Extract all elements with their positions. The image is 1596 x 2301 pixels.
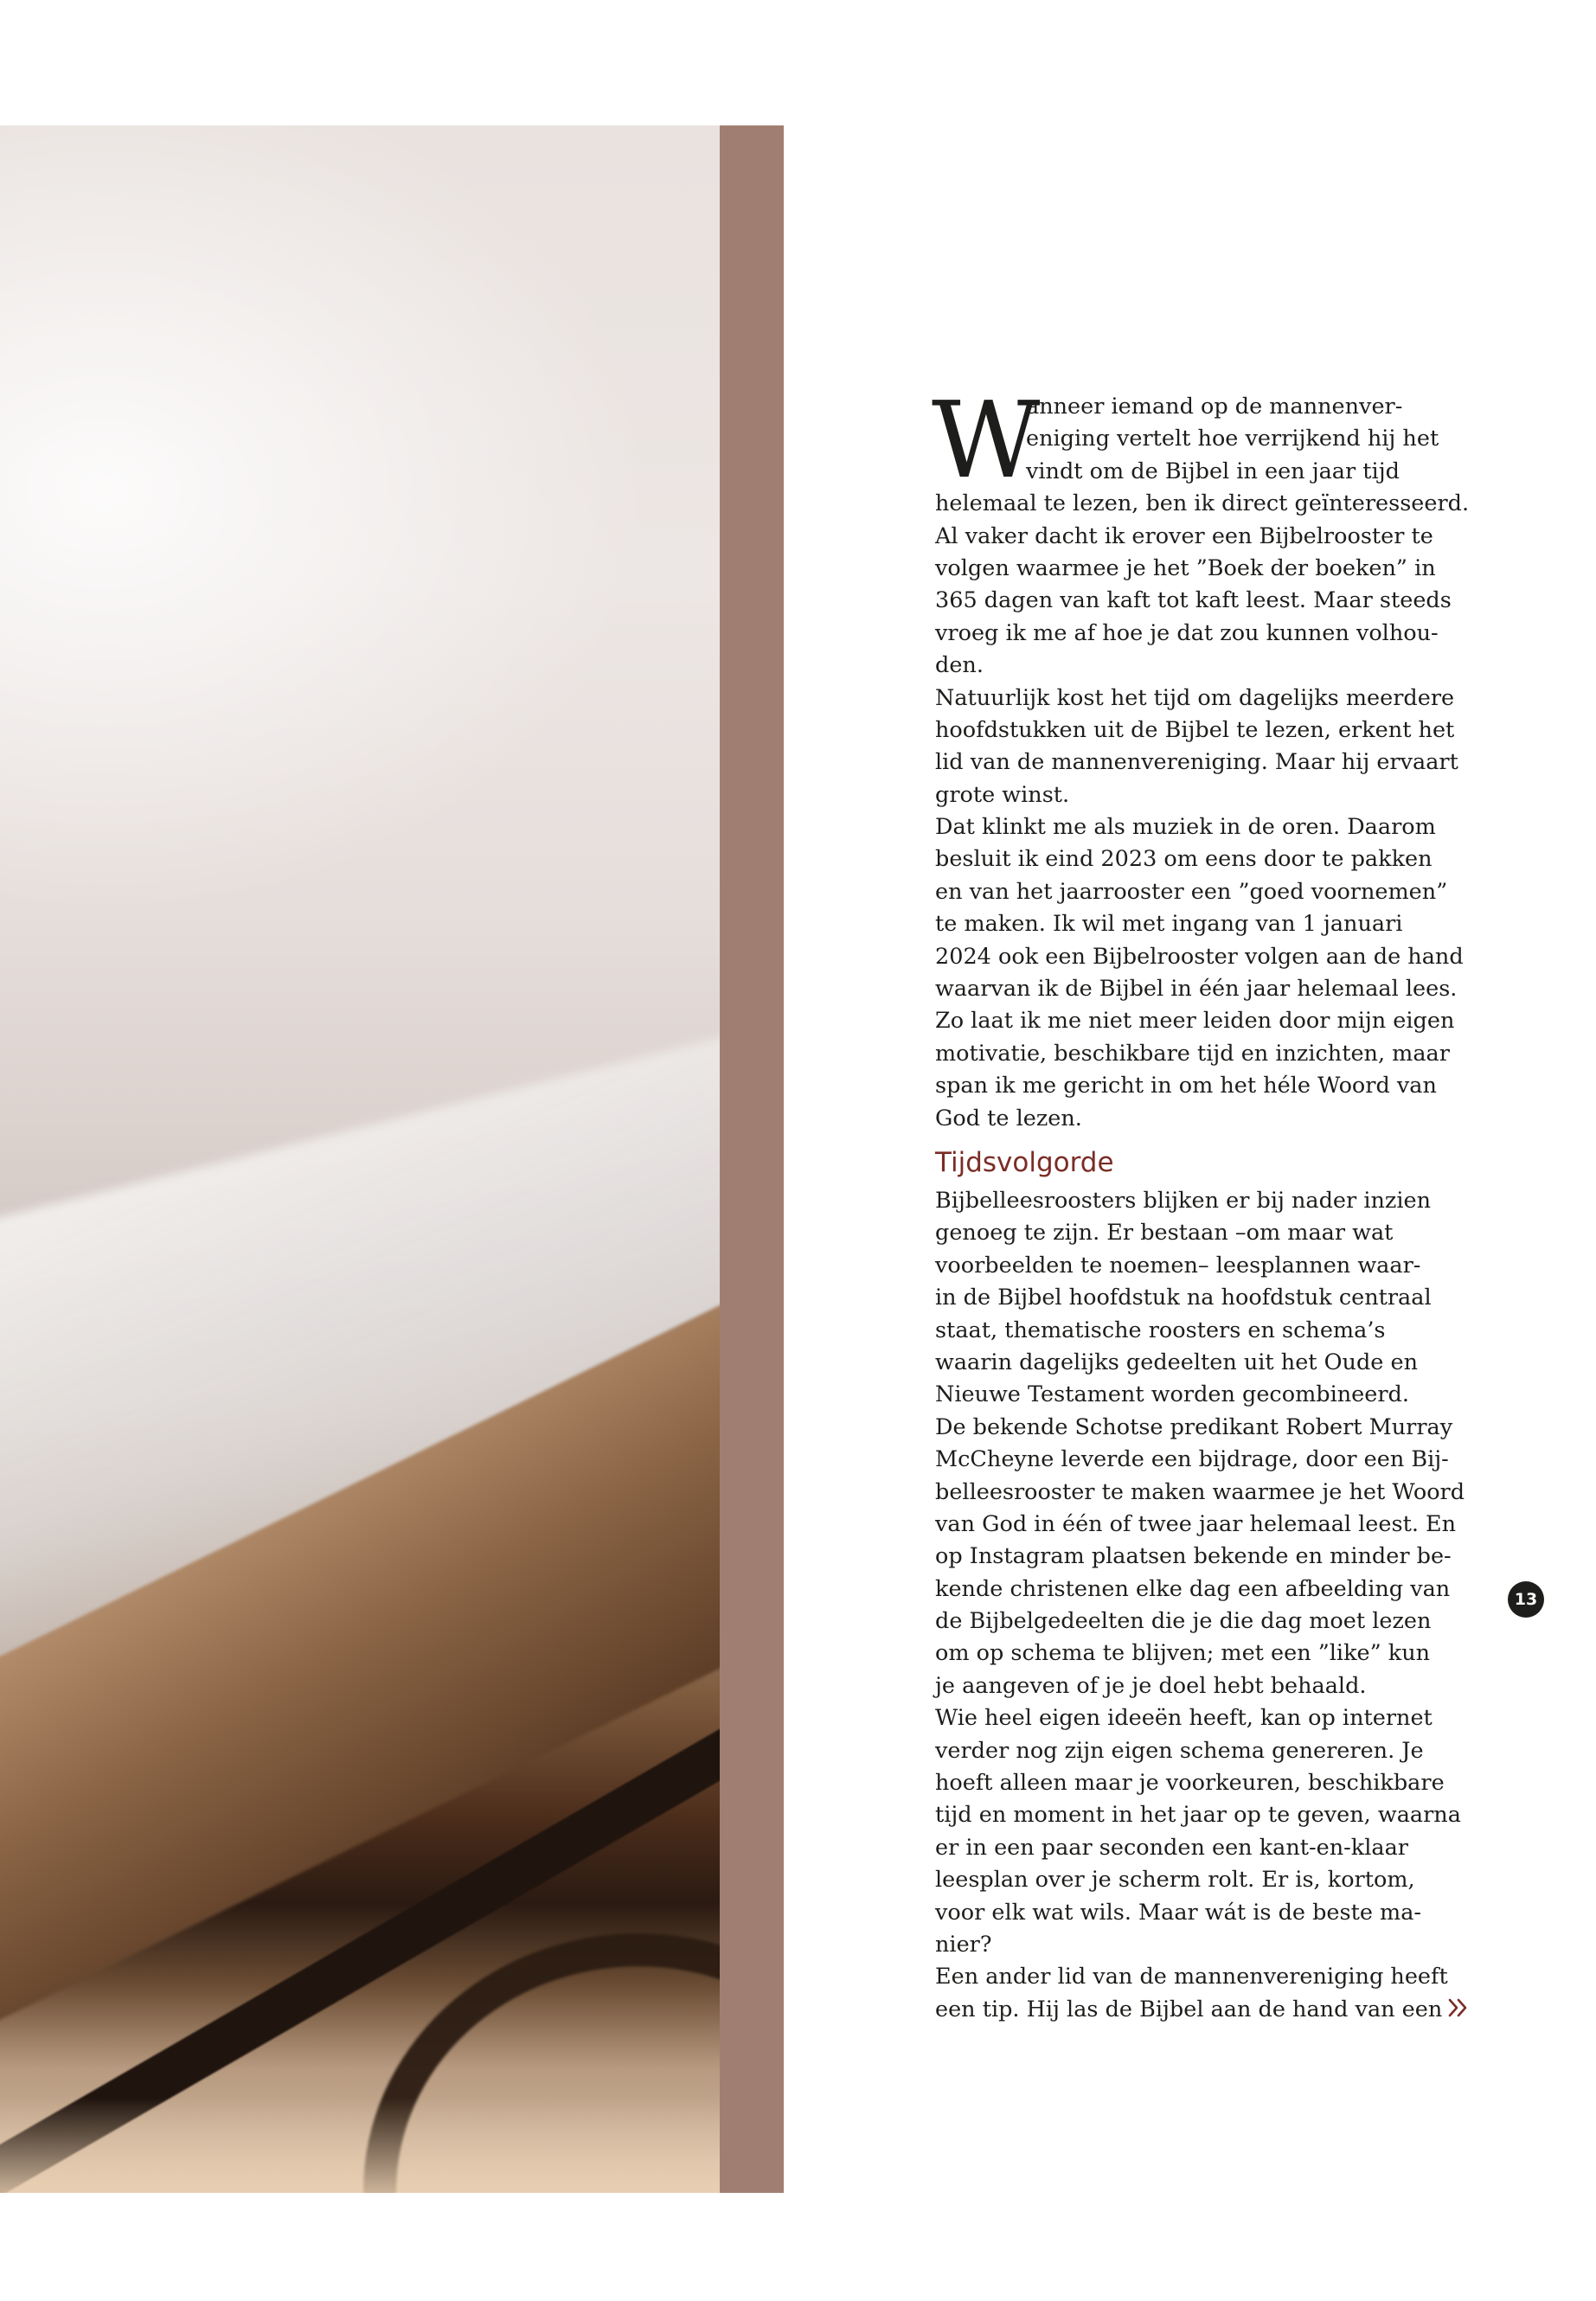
paragraph-line: waarin dagelijks gedeelten uit het Oude en — [935, 1349, 1419, 1375]
paragraph-line: grote winst. — [935, 781, 1070, 808]
paragraph-line: belleesrooster te maken waarmee je het Woord — [935, 1478, 1465, 1505]
paragraph-line: Bijbelleesroosters blijken er bij nader inzien — [935, 1187, 1432, 1214]
article-body-part-1 — [935, 488, 1470, 1135]
paragraph-line: en van het jaarrooster een ”goed voornemen” — [935, 878, 1448, 905]
paragraph-line: voorbeelden te noemen– leesplannen waar- — [935, 1252, 1421, 1279]
paragraph-line: McCheyne leverde een bijdrage, door een Bij- — [935, 1446, 1449, 1473]
intro-line: anneer iemand op de mannenver- — [1026, 394, 1403, 420]
photo-bottom-blur — [0, 2098, 720, 2193]
paragraph-line: hoofdstukken uit de Bijbel te lezen, erkent het — [935, 716, 1455, 743]
paragraph-line: Een ander lid van de mannenvereniging heeft — [935, 1964, 1448, 1990]
paragraph-line: de Bijbelgedeelten die je die dag moet lezen — [935, 1608, 1432, 1635]
paragraph-line: De bekende Schotse predikant Robert Murray — [935, 1413, 1453, 1440]
paragraph-line: tijd en moment in het jaar op te geven, waarna — [935, 1802, 1461, 1829]
paragraph-line: om op schema te blijven; met een ”like” kun — [935, 1640, 1431, 1667]
paragraph-line: je aangeven of je je doel hebt behaald. — [935, 1672, 1367, 1699]
intro-line: vindt om de Bijbel in een jaar tijd — [1026, 458, 1400, 484]
paragraph-line: te maken. Ik wil met ingang van 1 januari — [935, 911, 1403, 938]
paragraph-line: Al vaker dacht ik erover een Bijbelrooster te — [935, 522, 1433, 549]
paragraph-line: Natuurlijk kost het tijd om dagelijks meerdere — [935, 684, 1455, 711]
article-last-line — [935, 1994, 1470, 2026]
page-number-badge: 13 — [1508, 1581, 1544, 1618]
paragraph-line: er in een paar seconden een kant-en-klaar — [935, 1834, 1408, 1861]
paragraph-line: vroeg ik me af hoe je dat zou kunnen volhou- — [935, 619, 1439, 646]
paragraph-line: verder nog zijn eigen schema genereren. Je — [935, 1737, 1424, 1764]
bible-photo — [0, 125, 720, 2193]
article-column — [932, 379, 1470, 2026]
paragraph-line: besluit ik eind 2023 om eens door te pakken — [935, 846, 1433, 873]
paragraph-line: van God in één of twee jaar helemaal leest. En — [935, 1510, 1457, 1537]
paragraph-line: genoeg te zijn. Er bestaan –om maar wat — [935, 1220, 1394, 1247]
intro-line: eniging vertelt hoe verrijkend hij het — [1026, 426, 1439, 452]
paragraph-line: Wie heel eigen ideeën heeft, kan op internet — [935, 1705, 1433, 1732]
paragraph-line: helemaal te lezen, ben ik direct geïnteresseerd. — [935, 490, 1470, 517]
paragraph-line: kende christenen elke dag een afbeelding van — [935, 1575, 1451, 1602]
paragraph-line: 365 dagen van kaft tot kaft leest. Maar steeds — [935, 587, 1452, 614]
paragraph-line: span ik me gericht in om het héle Woord van — [935, 1073, 1437, 1099]
paragraph-line: Zo laat ik me niet meer leiden door mijn eigen — [935, 1008, 1455, 1035]
paragraph-line: 2024 ook een Bijbelrooster volgen aan de hand — [935, 943, 1464, 970]
article-body-part-2 — [935, 1185, 1470, 1994]
paragraph-line: hoeft alleen maar je voorkeuren, beschikbare — [935, 1770, 1445, 1797]
paragraph-line: lid van de mannenvereniging. Maar hij ervaart — [935, 749, 1458, 776]
paragraph-line: leesplan over je scherm rolt. Er is, kortom, — [935, 1867, 1415, 1894]
paragraph-line: motivatie, beschikbare tijd en inzichten, maar — [935, 1040, 1450, 1067]
paragraph-line: op Instagram plaatsen bekende en minder be- — [935, 1543, 1452, 1570]
paragraph-line: voor elk wat wils. Maar wát is de beste ma- — [935, 1899, 1422, 1926]
paragraph-line: in de Bijbel hoofdstuk na hoofdstuk centraal — [935, 1285, 1432, 1311]
paragraph-line: waarvan ik de Bijbel in één jaar helemaal lees. — [935, 976, 1458, 1003]
paragraph-line: staat, thematische roosters en schema’s — [935, 1317, 1386, 1343]
accent-bar — [720, 125, 784, 2193]
paragraph-line: volgen waarmee je het ”Boek der boeken” in — [935, 554, 1436, 581]
double-chevron-right-icon[interactable] — [1447, 1997, 1470, 2018]
paragraph-line: Dat klinkt me als muziek in de oren. Daarom — [935, 814, 1436, 841]
last-line-text: een tip. Hij las de Bijbel aan de hand van een — [935, 1996, 1443, 2022]
paragraph-line: Nieuwe Testament worden gecombineerd. — [935, 1381, 1409, 1408]
section-heading: Tijdsvolgorde — [935, 1146, 1114, 1178]
dropcap: W — [932, 379, 1041, 502]
paragraph-line: God te lezen. — [935, 1105, 1082, 1131]
paragraph-line: nier? — [935, 1931, 992, 1958]
paragraph-line: den. — [935, 652, 984, 679]
